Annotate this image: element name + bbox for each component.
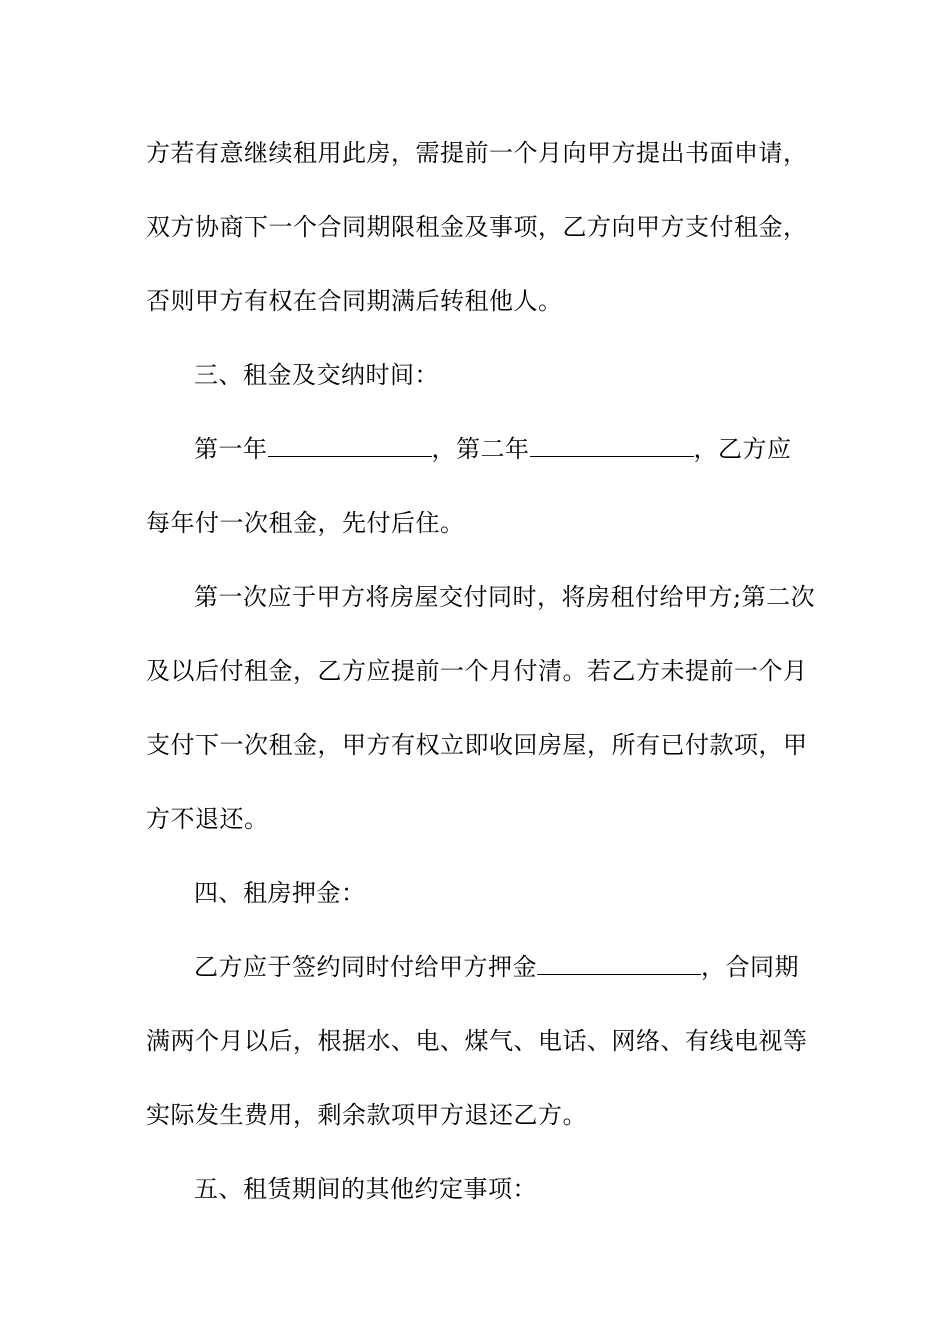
paragraph-line: 否则甲方有权在合同期满后转租他人。 <box>146 287 563 315</box>
deposit-line <box>194 952 864 982</box>
paragraph-line: 实际发生费用，剩余款项甲方退还乙方。 <box>146 1101 587 1129</box>
second-year-blank <box>530 434 694 457</box>
section-heading-rent-payment: 三、租金及交纳时间： <box>194 361 439 389</box>
paragraph-line: 第一次应于甲方将房屋交付同时，将房租付给甲方;第二次 <box>194 583 816 611</box>
deposit-blank <box>537 952 701 975</box>
second-year-label: ，第二年 <box>431 435 530 463</box>
contract-term-label: ，合同期 <box>701 953 799 981</box>
paragraph-line: 方不退还。 <box>146 805 269 833</box>
paragraph-line: 每年付一次租金，先付后住。 <box>146 509 465 537</box>
tenant-should-label: ，乙方应 <box>693 435 792 463</box>
first-year-blank <box>268 434 432 457</box>
first-year-label: 第一年 <box>194 435 268 463</box>
paragraph-line: 满两个月以后，根据水、电、煤气、电话、网络、有线电视等 <box>146 1027 808 1055</box>
paragraph-line: 支付下一次租金，甲方有权立即收回房屋，所有已付款项，甲 <box>146 731 808 759</box>
deposit-label: 乙方应于签约同时付给甲方押金 <box>194 953 537 981</box>
paragraph-line: 方若有意继续租用此房，需提前一个月向甲方提出书面申请， <box>146 139 808 167</box>
section-heading-other-terms: 五、租赁期间的其他约定事项： <box>194 1175 537 1203</box>
paragraph-line: 及以后付租金，乙方应提前一个月付清。若乙方未提前一个月 <box>146 657 808 685</box>
section-heading-deposit: 四、租房押金： <box>194 879 366 907</box>
rent-amount-line <box>194 434 864 464</box>
paragraph-line: 双方协商下一个合同期限租金及事项，乙方向甲方支付租金， <box>146 213 808 241</box>
